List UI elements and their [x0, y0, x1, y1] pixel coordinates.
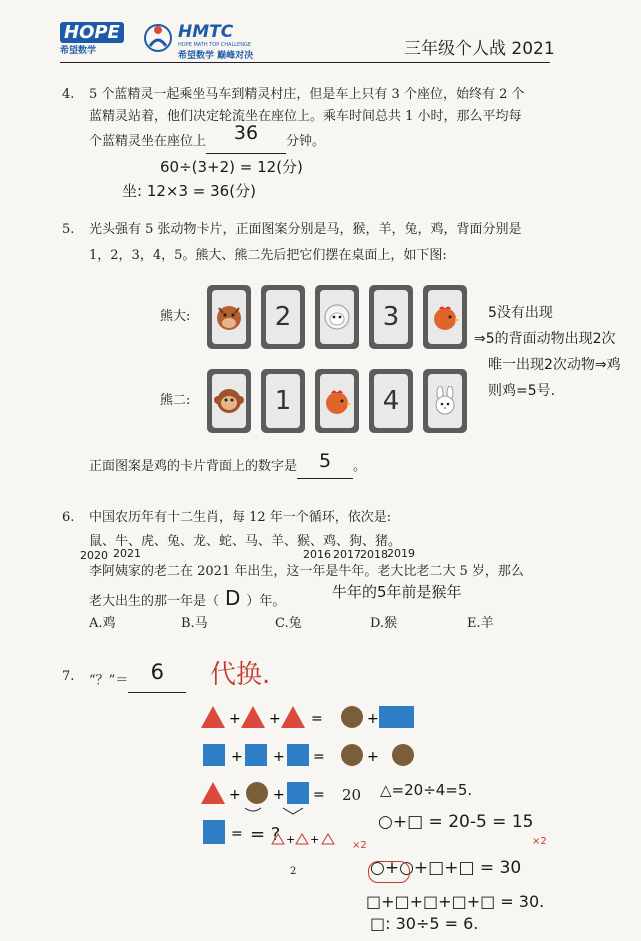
card-sheep — [315, 285, 359, 349]
q7-hw-x2a: ×2 — [352, 840, 367, 851]
hmtc-emblem-icon — [143, 20, 173, 60]
q6-option-c: C.兔 — [275, 616, 302, 631]
year-2018: 2018 — [360, 548, 388, 561]
hmtc-logo: HMTC HOPE MATH TOP CHALLENGE 希望数学 巅峰对决 — [178, 22, 254, 61]
svg-text:+: + — [273, 787, 285, 803]
card-number-2: 2 — [261, 285, 305, 349]
q5-hw-notes: 5没有出现 ⇒5的背面动物出现2次 唯一出现2次动物⇒鸡 则鸡=5号. — [474, 305, 621, 399]
card-number-1: 1 — [261, 369, 305, 433]
square-icon — [287, 782, 309, 804]
card-number-3: 3 — [369, 285, 413, 349]
q7-hw-step-b: ○+○+□+□ = 30 — [370, 858, 522, 878]
q4-hw-step2: 坐: 12×3 = 36(分) — [122, 182, 256, 200]
sheep-icon — [322, 302, 352, 332]
svg-text:=: = — [311, 711, 323, 727]
q6-option-b: B.马 — [181, 616, 208, 631]
svg-text:+: + — [229, 787, 241, 803]
svg-text:+: + — [229, 711, 241, 727]
page-title: 三年级个人战 2021 — [404, 39, 555, 59]
circle-icon — [392, 744, 414, 766]
row1-label: 熊大: — [160, 309, 191, 324]
q7-number: 7. — [62, 669, 75, 684]
year-2020: 2020 — [80, 549, 108, 562]
svg-text:=: = — [231, 826, 243, 842]
svg-text:+: + — [367, 711, 379, 727]
circle-icon — [341, 744, 363, 766]
q5-answer-line: 正面图案是鸡的卡片背面上的数字是 5 。 — [89, 453, 366, 479]
square-icon — [203, 820, 225, 844]
card-rabbit — [423, 369, 467, 433]
q7-prompt: “？”＝ 6 — [89, 666, 186, 693]
q4-answer: 36 — [233, 122, 259, 144]
svg-text:+: + — [231, 749, 243, 765]
horse-icon — [214, 302, 244, 332]
q6-line4: 老大出生的那一年是（ D ）年。 — [89, 586, 286, 610]
square-icon — [392, 706, 414, 728]
svg-text:+: + — [286, 833, 296, 846]
rabbit-icon — [430, 386, 460, 416]
q4-text — [89, 84, 569, 154]
page-number: 2 — [290, 866, 297, 877]
q6-line3: 李阿姨家的老二在 2021 年出生，这一年是牛年。老大比老二大 5 岁，那么 — [89, 564, 524, 579]
q6-hw-note: 牛年的5年前是猴年 — [332, 583, 462, 601]
q7-hw-step-a: ○+□ = 20-5 = 15 — [378, 812, 534, 832]
q6-option-a: A.鸡 — [89, 616, 116, 631]
square-icon — [287, 744, 309, 766]
hw-small-triangles — [268, 826, 358, 848]
hope-logo: HOPE 希望数学 — [60, 22, 128, 58]
card-rooster-2 — [315, 369, 359, 433]
square-icon — [245, 744, 267, 766]
q7-answer: 6 — [150, 660, 164, 684]
svg-text:=: = — [313, 749, 325, 765]
svg-text:+: + — [269, 711, 281, 727]
q7-hw-title: 代换. — [210, 660, 271, 690]
monkey-icon — [214, 386, 244, 416]
square-icon — [203, 744, 225, 766]
svg-text:+: + — [273, 749, 285, 765]
q4-number: 4. — [62, 87, 75, 102]
svg-text:+: + — [310, 833, 320, 846]
header-divider — [60, 62, 550, 63]
q5-line2: 1，2，3，4，5。熊大、熊二先后把它们摆在桌面上，如下图: — [89, 248, 447, 263]
year-2017: 2017 — [333, 548, 361, 561]
svg-text:+: + — [367, 749, 379, 765]
eq3-result: 20 — [342, 786, 362, 804]
row2-label: 熊二: — [160, 393, 191, 408]
q4-line3: 个蓝精灵坐在座位上 36 分钟。 — [89, 128, 569, 154]
card-monkey — [207, 369, 251, 433]
q6-number: 6. — [62, 510, 75, 525]
q5-text — [89, 219, 569, 267]
card-horse — [207, 285, 251, 349]
rooster-icon — [322, 386, 352, 416]
q5-number: 5. — [62, 222, 75, 237]
card-rooster — [423, 285, 467, 349]
year-2019: 2019 — [387, 547, 415, 560]
year-2016: 2016 — [303, 548, 331, 561]
q6-option-d: D.猴 — [370, 616, 398, 631]
svg-text:=: = — [313, 787, 325, 803]
q4-line1: 5 个蓝精灵一起乘坐马车到精灵村庄，但是车上只有 3 个座位，始终有 2 个 — [89, 87, 525, 102]
circle-icon — [246, 782, 268, 804]
q6-line1: 中国农历年有十二生肖，每 12 年一个循环，依次是: — [89, 510, 392, 525]
year-2021: 2021 — [113, 547, 141, 560]
q6-answer: D — [225, 586, 241, 610]
card-number-4: 4 — [369, 369, 413, 433]
q5-line1: 光头强有 5 张动物卡片，正面图案分别是马，猴，羊，兔，鸡，背面分别是 — [89, 222, 522, 237]
q6-option-e: E.羊 — [467, 616, 494, 631]
q7-hw-step-d: □: 30÷5 = 6. — [370, 914, 479, 933]
q5-answer: 5 — [318, 450, 332, 472]
q4-line2: 蓝精灵站着，他们决定轮流坐在座位上。乘车时间总共 1 小时，那么平均每 — [89, 109, 522, 124]
rooster-icon — [430, 302, 460, 332]
q4-hw-step1: 60÷(3+2) = 12(分) — [160, 158, 303, 176]
q7-hw-delta: △=20÷4=5. — [380, 781, 473, 799]
hw-circle-mark — [368, 861, 410, 883]
eq4-rhs: = ? — [250, 824, 281, 845]
q6-line2: 鼠、牛、虎、兔、龙、蛇、马、羊、猴、鸡、狗、猪。 — [89, 534, 402, 549]
q7-hw-step-c: □+□+□+□+□ = 30. — [366, 892, 545, 911]
triangle-icon — [201, 782, 225, 804]
q7-hw-x2b: ×2 — [532, 836, 547, 847]
